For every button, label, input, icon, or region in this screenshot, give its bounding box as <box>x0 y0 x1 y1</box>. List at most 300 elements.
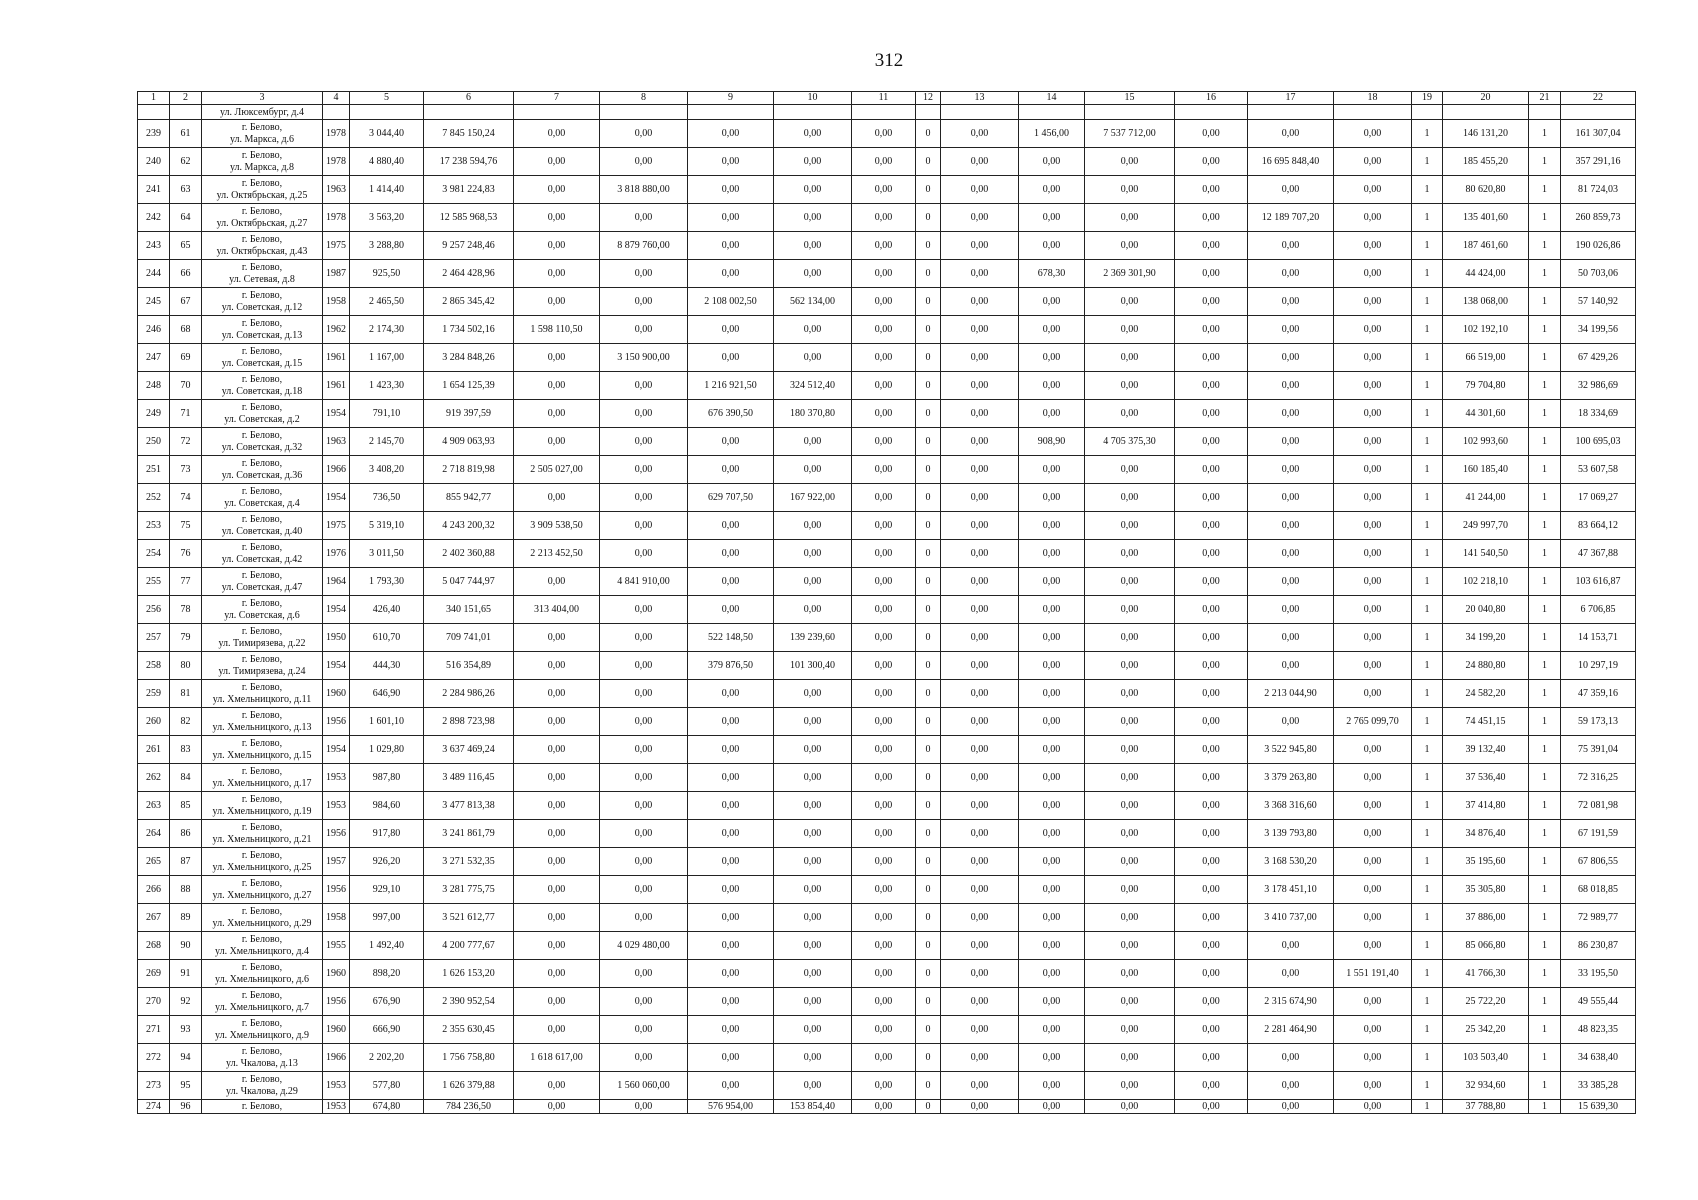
address-city: г. Белово, <box>241 905 283 917</box>
table-cell: 1 <box>1412 148 1443 176</box>
table-cell: 261 <box>138 736 170 764</box>
table-cell: 0,00 <box>1085 568 1175 596</box>
table-cell: 0,00 <box>1085 1072 1175 1100</box>
table-cell: 0,00 <box>688 568 774 596</box>
table-cell: 34 199,56 <box>1561 316 1636 344</box>
column-number-9: 9 <box>688 92 774 105</box>
table-cell: 1 626 379,88 <box>424 1072 514 1100</box>
table-cell: 265 <box>138 848 170 876</box>
table-cell: 0 <box>916 960 941 988</box>
table-cell: 0,00 <box>1334 428 1412 456</box>
table-row <box>138 204 1636 232</box>
table-cell: 0,00 <box>600 428 688 456</box>
table-cell: 0,00 <box>774 960 852 988</box>
table-cell: 67 806,55 <box>1561 848 1636 876</box>
table-cell: 41 766,30 <box>1443 960 1529 988</box>
table-cell: 0 <box>916 176 941 204</box>
table-cell: 1 618 617,00 <box>514 1044 600 1072</box>
address-cell <box>202 736 323 764</box>
table-cell: 1978 <box>323 120 350 148</box>
table-cell: 736,50 <box>350 484 424 512</box>
table-cell: 0,00 <box>774 260 852 288</box>
address-cell <box>202 148 323 176</box>
table-cell: 5 047 744,97 <box>424 568 514 596</box>
table-cell: 258 <box>138 652 170 680</box>
table-cell: 0,00 <box>1085 904 1175 932</box>
table-cell: 1 <box>1529 204 1561 232</box>
table-cell: 1961 <box>323 344 350 372</box>
table-cell: 0,00 <box>1019 204 1085 232</box>
table-cell: 0,00 <box>1019 820 1085 848</box>
table-cell: 37 886,00 <box>1443 904 1529 932</box>
table-cell: 0,00 <box>774 1044 852 1072</box>
table-cell: 1 <box>1412 372 1443 400</box>
table-cell: 190 026,86 <box>1561 232 1636 260</box>
column-number-1: 1 <box>138 92 170 105</box>
address-city: г. Белово, <box>241 681 283 693</box>
table-cell: 0,00 <box>1248 652 1334 680</box>
table-cell: 0,00 <box>774 148 852 176</box>
table-cell: 1953 <box>323 792 350 820</box>
table-cell: 0,00 <box>1019 288 1085 316</box>
table-cell: 245 <box>138 288 170 316</box>
table-cell: 0,00 <box>600 372 688 400</box>
table-cell: 1957 <box>323 848 350 876</box>
table-cell: 0,00 <box>688 260 774 288</box>
table-cell: 81 724,03 <box>1561 176 1636 204</box>
table-cell: 1 560 060,00 <box>600 1072 688 1100</box>
table-cell: 266 <box>138 876 170 904</box>
table-cell: 0,00 <box>514 176 600 204</box>
address-city: г. Белово, <box>241 289 283 301</box>
table-cell: 0,00 <box>1248 1072 1334 1100</box>
address-cell <box>202 876 323 904</box>
address-city: г. Белово, <box>241 121 283 133</box>
table-cell: 0,00 <box>1085 1016 1175 1044</box>
table-cell: 0,00 <box>1334 484 1412 512</box>
table-cell: 0,00 <box>600 540 688 568</box>
table-cell: 1 <box>1529 596 1561 624</box>
table-cell: 629 707,50 <box>688 484 774 512</box>
table-row <box>138 428 1636 456</box>
table-cell: 0,00 <box>852 512 916 540</box>
table-cell: 1 <box>1412 568 1443 596</box>
table-cell: 0,00 <box>1175 204 1248 232</box>
table-cell: 0,00 <box>600 792 688 820</box>
table-cell: 1987 <box>323 260 350 288</box>
table-cell: 4 705 375,30 <box>1085 428 1175 456</box>
table-cell: 0,00 <box>688 540 774 568</box>
table-cell: 0,00 <box>774 1072 852 1100</box>
address-cell <box>202 120 323 148</box>
table-cell: 379 876,50 <box>688 652 774 680</box>
column-number-12: 12 <box>916 92 941 105</box>
table-cell: 1960 <box>323 680 350 708</box>
table-cell: 522 148,50 <box>688 624 774 652</box>
table-cell: 2 355 630,45 <box>424 1016 514 1044</box>
table-cell: 791,10 <box>350 400 424 428</box>
table-cell: 917,80 <box>350 820 424 848</box>
table-cell: 91 <box>170 960 202 988</box>
address-city: г. Белово, <box>241 205 283 217</box>
table-cell: 0 <box>916 932 941 960</box>
table-cell: 146 131,20 <box>1443 120 1529 148</box>
table-cell: 1954 <box>323 400 350 428</box>
table-cell: 1 <box>1529 652 1561 680</box>
table-cell: 0,00 <box>774 540 852 568</box>
table-cell: 0,00 <box>852 596 916 624</box>
table-cell: 1 756 758,80 <box>424 1044 514 1072</box>
table-cell: 1 <box>1412 764 1443 792</box>
table-row <box>138 820 1636 848</box>
table-cell: 0 <box>916 484 941 512</box>
address-cell <box>202 652 323 680</box>
table-cell: 67 429,26 <box>1561 344 1636 372</box>
table-cell: 1961 <box>323 372 350 400</box>
table-cell: 0 <box>916 148 941 176</box>
table-cell: 270 <box>138 988 170 1016</box>
table-cell: 0,00 <box>514 764 600 792</box>
table-cell: 0,00 <box>1175 680 1248 708</box>
table-cell: 0 <box>916 680 941 708</box>
table-cell: 0,00 <box>774 932 852 960</box>
table-cell: 0,00 <box>1085 736 1175 764</box>
table-cell: 0,00 <box>1334 260 1412 288</box>
table-cell: 0,00 <box>1175 120 1248 148</box>
table-cell: 1 <box>1412 540 1443 568</box>
table-cell: 79 <box>170 624 202 652</box>
address-cell <box>202 372 323 400</box>
table-cell: 1 <box>1412 624 1443 652</box>
table-cell: 0,00 <box>1175 792 1248 820</box>
table-cell: 1 <box>1529 260 1561 288</box>
address-street: ул. Хмельницкого, д.25 <box>212 861 312 873</box>
table-cell: 7 845 150,24 <box>424 120 514 148</box>
address-street: ул. Хмельницкого, д.21 <box>212 833 312 845</box>
table-cell: 0,00 <box>1085 680 1175 708</box>
table-cell: 0,00 <box>852 120 916 148</box>
table-cell: 2 390 952,54 <box>424 988 514 1016</box>
table-cell: 0,00 <box>514 932 600 960</box>
table-cell: 1 <box>1412 652 1443 680</box>
address-city: г. Белово, <box>241 177 283 189</box>
table-cell: 37 536,40 <box>1443 764 1529 792</box>
table-cell: 0,00 <box>1085 820 1175 848</box>
table-cell: 102 192,10 <box>1443 316 1529 344</box>
table-cell: 0,00 <box>688 596 774 624</box>
table-cell: 313 404,00 <box>514 596 600 624</box>
table-cell: 240 <box>138 148 170 176</box>
table-cell: 68 018,85 <box>1561 876 1636 904</box>
table-cell: 0,00 <box>688 232 774 260</box>
table-cell: 1 <box>1529 344 1561 372</box>
table-cell: 44 301,60 <box>1443 400 1529 428</box>
table-cell: 0,00 <box>1248 484 1334 512</box>
table-cell: 0,00 <box>514 904 600 932</box>
table-cell: 79 704,80 <box>1443 372 1529 400</box>
table-cell: 784 236,50 <box>424 1100 514 1114</box>
table-cell: 0,00 <box>1334 904 1412 932</box>
table-cell: 0,00 <box>774 428 852 456</box>
table-cell: 0,00 <box>1019 568 1085 596</box>
table-cell: 0,00 <box>688 316 774 344</box>
table-cell: 0,00 <box>514 568 600 596</box>
column-number-2: 2 <box>170 92 202 105</box>
table-cell: 0,00 <box>600 120 688 148</box>
table-cell: 0,00 <box>774 708 852 736</box>
table-cell: 0,00 <box>600 456 688 484</box>
table-cell: 1 <box>1529 512 1561 540</box>
table-cell: 1 <box>1412 120 1443 148</box>
table-cell: 2 898 723,98 <box>424 708 514 736</box>
table-cell: 0,00 <box>941 848 1019 876</box>
table-cell: 0,00 <box>852 484 916 512</box>
table-cell: 0,00 <box>1019 764 1085 792</box>
table-cell: 0,00 <box>941 1072 1019 1100</box>
table-cell: 2 718 819,98 <box>424 456 514 484</box>
table-cell: 86 230,87 <box>1561 932 1636 960</box>
address-street: ул. Советская, д.47 <box>221 581 303 593</box>
table-cell: 0,00 <box>1175 316 1248 344</box>
table-cell: 3 477 813,38 <box>424 792 514 820</box>
address-city: г. Белово, <box>241 933 283 945</box>
table-cell: 0,00 <box>514 820 600 848</box>
table-cell: 0,00 <box>1334 400 1412 428</box>
address-cell <box>202 232 323 260</box>
table-cell: 0,00 <box>1085 1100 1175 1114</box>
address-street: ул. Советская, д.12 <box>221 301 303 313</box>
table-cell: 241 <box>138 176 170 204</box>
table-cell: 85 066,80 <box>1443 932 1529 960</box>
address-city: г. Белово, <box>241 597 283 609</box>
address-city: г. Белово, <box>241 1073 283 1085</box>
table-cell: 1 <box>1412 988 1443 1016</box>
table-cell: 0,00 <box>1334 820 1412 848</box>
table-cell: 0,00 <box>688 512 774 540</box>
table-cell: 3 011,50 <box>350 540 424 568</box>
table-cell: 0,00 <box>852 848 916 876</box>
table-cell: 0,00 <box>774 848 852 876</box>
table-cell: 0 <box>916 988 941 1016</box>
table-cell: 24 582,20 <box>1443 680 1529 708</box>
table-cell: 0,00 <box>1019 540 1085 568</box>
table-cell: 2 281 464,90 <box>1248 1016 1334 1044</box>
table-cell: 0,00 <box>774 820 852 848</box>
table-cell: 0,00 <box>941 484 1019 512</box>
table-cell: 0,00 <box>600 820 688 848</box>
table-cell: 78 <box>170 596 202 624</box>
table-cell: 0,00 <box>1175 484 1248 512</box>
table-cell: 251 <box>138 456 170 484</box>
table-cell: 357 291,16 <box>1561 148 1636 176</box>
table-cell: 3 818 880,00 <box>600 176 688 204</box>
table-cell: 88 <box>170 876 202 904</box>
table-cell: 0,00 <box>941 1100 1019 1114</box>
table-cell: 0 <box>916 568 941 596</box>
table-cell: 62 <box>170 148 202 176</box>
table-cell: 37 414,80 <box>1443 792 1529 820</box>
table-row <box>138 372 1636 400</box>
table-cell: 1956 <box>323 876 350 904</box>
table-cell: 167 922,00 <box>774 484 852 512</box>
table-cell: 83 <box>170 736 202 764</box>
table-cell: 0,00 <box>941 456 1019 484</box>
table-cell: 0,00 <box>1334 792 1412 820</box>
table-cell: 0,00 <box>774 232 852 260</box>
column-number-7: 7 <box>514 92 600 105</box>
table-cell: 0,00 <box>688 904 774 932</box>
table-row <box>138 764 1636 792</box>
table-cell: 0,00 <box>1085 288 1175 316</box>
table-cell: 3 271 532,35 <box>424 848 514 876</box>
table-cell: 426,40 <box>350 596 424 624</box>
table-cell: 0 <box>916 456 941 484</box>
address-cell <box>202 596 323 624</box>
address-city: г. Белово, <box>241 1045 283 1057</box>
table-cell: 153 854,40 <box>774 1100 852 1114</box>
address-street: ул. Советская, д.40 <box>221 525 303 537</box>
address-city: г. Белово, <box>241 457 283 469</box>
table-cell: 0,00 <box>600 904 688 932</box>
table-cell: 1 <box>1412 792 1443 820</box>
table-cell: 0,00 <box>514 1016 600 1044</box>
table-cell: 0,00 <box>514 680 600 708</box>
table-cell: 0,00 <box>1248 456 1334 484</box>
table-cell: 0,00 <box>941 792 1019 820</box>
table-cell: 929,10 <box>350 876 424 904</box>
table-cell: 1 <box>1412 820 1443 848</box>
address-city: г. Белово, <box>241 765 283 777</box>
table-cell: 0 <box>916 904 941 932</box>
address-cell <box>202 848 323 876</box>
table-cell: 102 993,60 <box>1443 428 1529 456</box>
table-cell: 0 <box>916 764 941 792</box>
table-cell: 0,00 <box>600 708 688 736</box>
table-cell: 0,00 <box>1085 876 1175 904</box>
table-cell: 0,00 <box>941 148 1019 176</box>
table-cell: 1953 <box>323 764 350 792</box>
table-cell: 0,00 <box>852 204 916 232</box>
table-cell: 919 397,59 <box>424 400 514 428</box>
address-street: ул. Октябрьская, д.43 <box>216 245 308 257</box>
table-cell: 0,00 <box>1248 288 1334 316</box>
table-cell: 0,00 <box>1085 848 1175 876</box>
table-cell: 242 <box>138 204 170 232</box>
address-cell <box>202 540 323 568</box>
table-cell: 0,00 <box>688 456 774 484</box>
table-cell: 0 <box>916 736 941 764</box>
table-cell: 1 <box>1529 288 1561 316</box>
table-cell: 0,00 <box>1175 960 1248 988</box>
address-street: ул. Чкалова, д.29 <box>226 1085 298 1097</box>
table-cell: 0,00 <box>514 848 600 876</box>
table-cell: 1966 <box>323 456 350 484</box>
table-cell: 516 354,89 <box>424 652 514 680</box>
address-street: ул. Октябрьская, д.27 <box>216 217 308 229</box>
table-cell: 0,00 <box>1334 540 1412 568</box>
table-cell: 0,00 <box>1175 736 1248 764</box>
table-cell: 0 <box>916 288 941 316</box>
table-cell: 3 563,20 <box>350 204 424 232</box>
address-street: ул. Советская, д.42 <box>221 553 303 565</box>
table-cell: 0,00 <box>941 316 1019 344</box>
table-cell: 0,00 <box>852 960 916 988</box>
table-cell: 0,00 <box>774 120 852 148</box>
table-cell: 1 <box>1412 848 1443 876</box>
address-cell <box>202 176 323 204</box>
table-cell: 0,00 <box>1019 400 1085 428</box>
address-cell <box>202 288 323 316</box>
table-cell: 0,00 <box>1248 1100 1334 1114</box>
table-cell: 0 <box>916 624 941 652</box>
table-cell: 0 <box>916 596 941 624</box>
table-cell: 0,00 <box>600 652 688 680</box>
table-cell: 0,00 <box>600 960 688 988</box>
table-cell: 3 489 116,45 <box>424 764 514 792</box>
table-cell: 1 <box>1412 736 1443 764</box>
table-cell: 3 284 848,26 <box>424 344 514 372</box>
table-cell: 0,00 <box>1085 456 1175 484</box>
table-cell: 0,00 <box>600 624 688 652</box>
table-cell: 0,00 <box>1175 568 1248 596</box>
table-cell: 0,00 <box>1085 764 1175 792</box>
table-cell: 135 401,60 <box>1443 204 1529 232</box>
table-cell: 0,00 <box>1248 372 1334 400</box>
address-city: г. Белово, <box>241 513 283 525</box>
table-cell: 676,90 <box>350 988 424 1016</box>
table-cell: 0,00 <box>852 288 916 316</box>
table-cell: 1 492,40 <box>350 932 424 960</box>
table-cell: 74 451,15 <box>1443 708 1529 736</box>
table-cell: 0,00 <box>1085 372 1175 400</box>
table-cell: 0 <box>916 512 941 540</box>
address-street: ул. Хмельницкого, д.9 <box>215 1029 309 1041</box>
table-cell: 70 <box>170 372 202 400</box>
table-cell: 0,00 <box>1248 120 1334 148</box>
table-cell: 257 <box>138 624 170 652</box>
address-street: ул. Хмельницкого, д.13 <box>212 721 312 733</box>
table-cell: 1956 <box>323 820 350 848</box>
table-cell: 0,00 <box>1334 372 1412 400</box>
table-cell: 246 <box>138 316 170 344</box>
table-cell: 0,00 <box>1175 1100 1248 1114</box>
table-cell: 0,00 <box>1019 596 1085 624</box>
table-cell: 3 241 861,79 <box>424 820 514 848</box>
table-row <box>138 232 1636 260</box>
table-cell: 0,00 <box>688 1016 774 1044</box>
table-cell: 0,00 <box>852 1016 916 1044</box>
table-cell: 0,00 <box>1175 904 1248 932</box>
table-cell: 0,00 <box>852 764 916 792</box>
table-cell: 0,00 <box>688 176 774 204</box>
address-street: ул. Советская, д.6 <box>224 609 300 621</box>
table-cell: 1 <box>1529 820 1561 848</box>
table-cell: 0,00 <box>941 988 1019 1016</box>
table-cell: 255 <box>138 568 170 596</box>
table-cell: 0,00 <box>1175 176 1248 204</box>
table-cell: 65 <box>170 232 202 260</box>
table-cell: 4 029 480,00 <box>600 932 688 960</box>
table-cell: 103 503,40 <box>1443 1044 1529 1072</box>
table-cell: 1 <box>1529 1044 1561 1072</box>
table-cell: 0,00 <box>774 344 852 372</box>
table-cell: 908,90 <box>1019 428 1085 456</box>
table-cell: 50 703,06 <box>1561 260 1636 288</box>
table-cell: 1 216 921,50 <box>688 372 774 400</box>
table-cell: 34 876,40 <box>1443 820 1529 848</box>
table-cell: 0,00 <box>688 988 774 1016</box>
table-cell: 0 <box>916 540 941 568</box>
